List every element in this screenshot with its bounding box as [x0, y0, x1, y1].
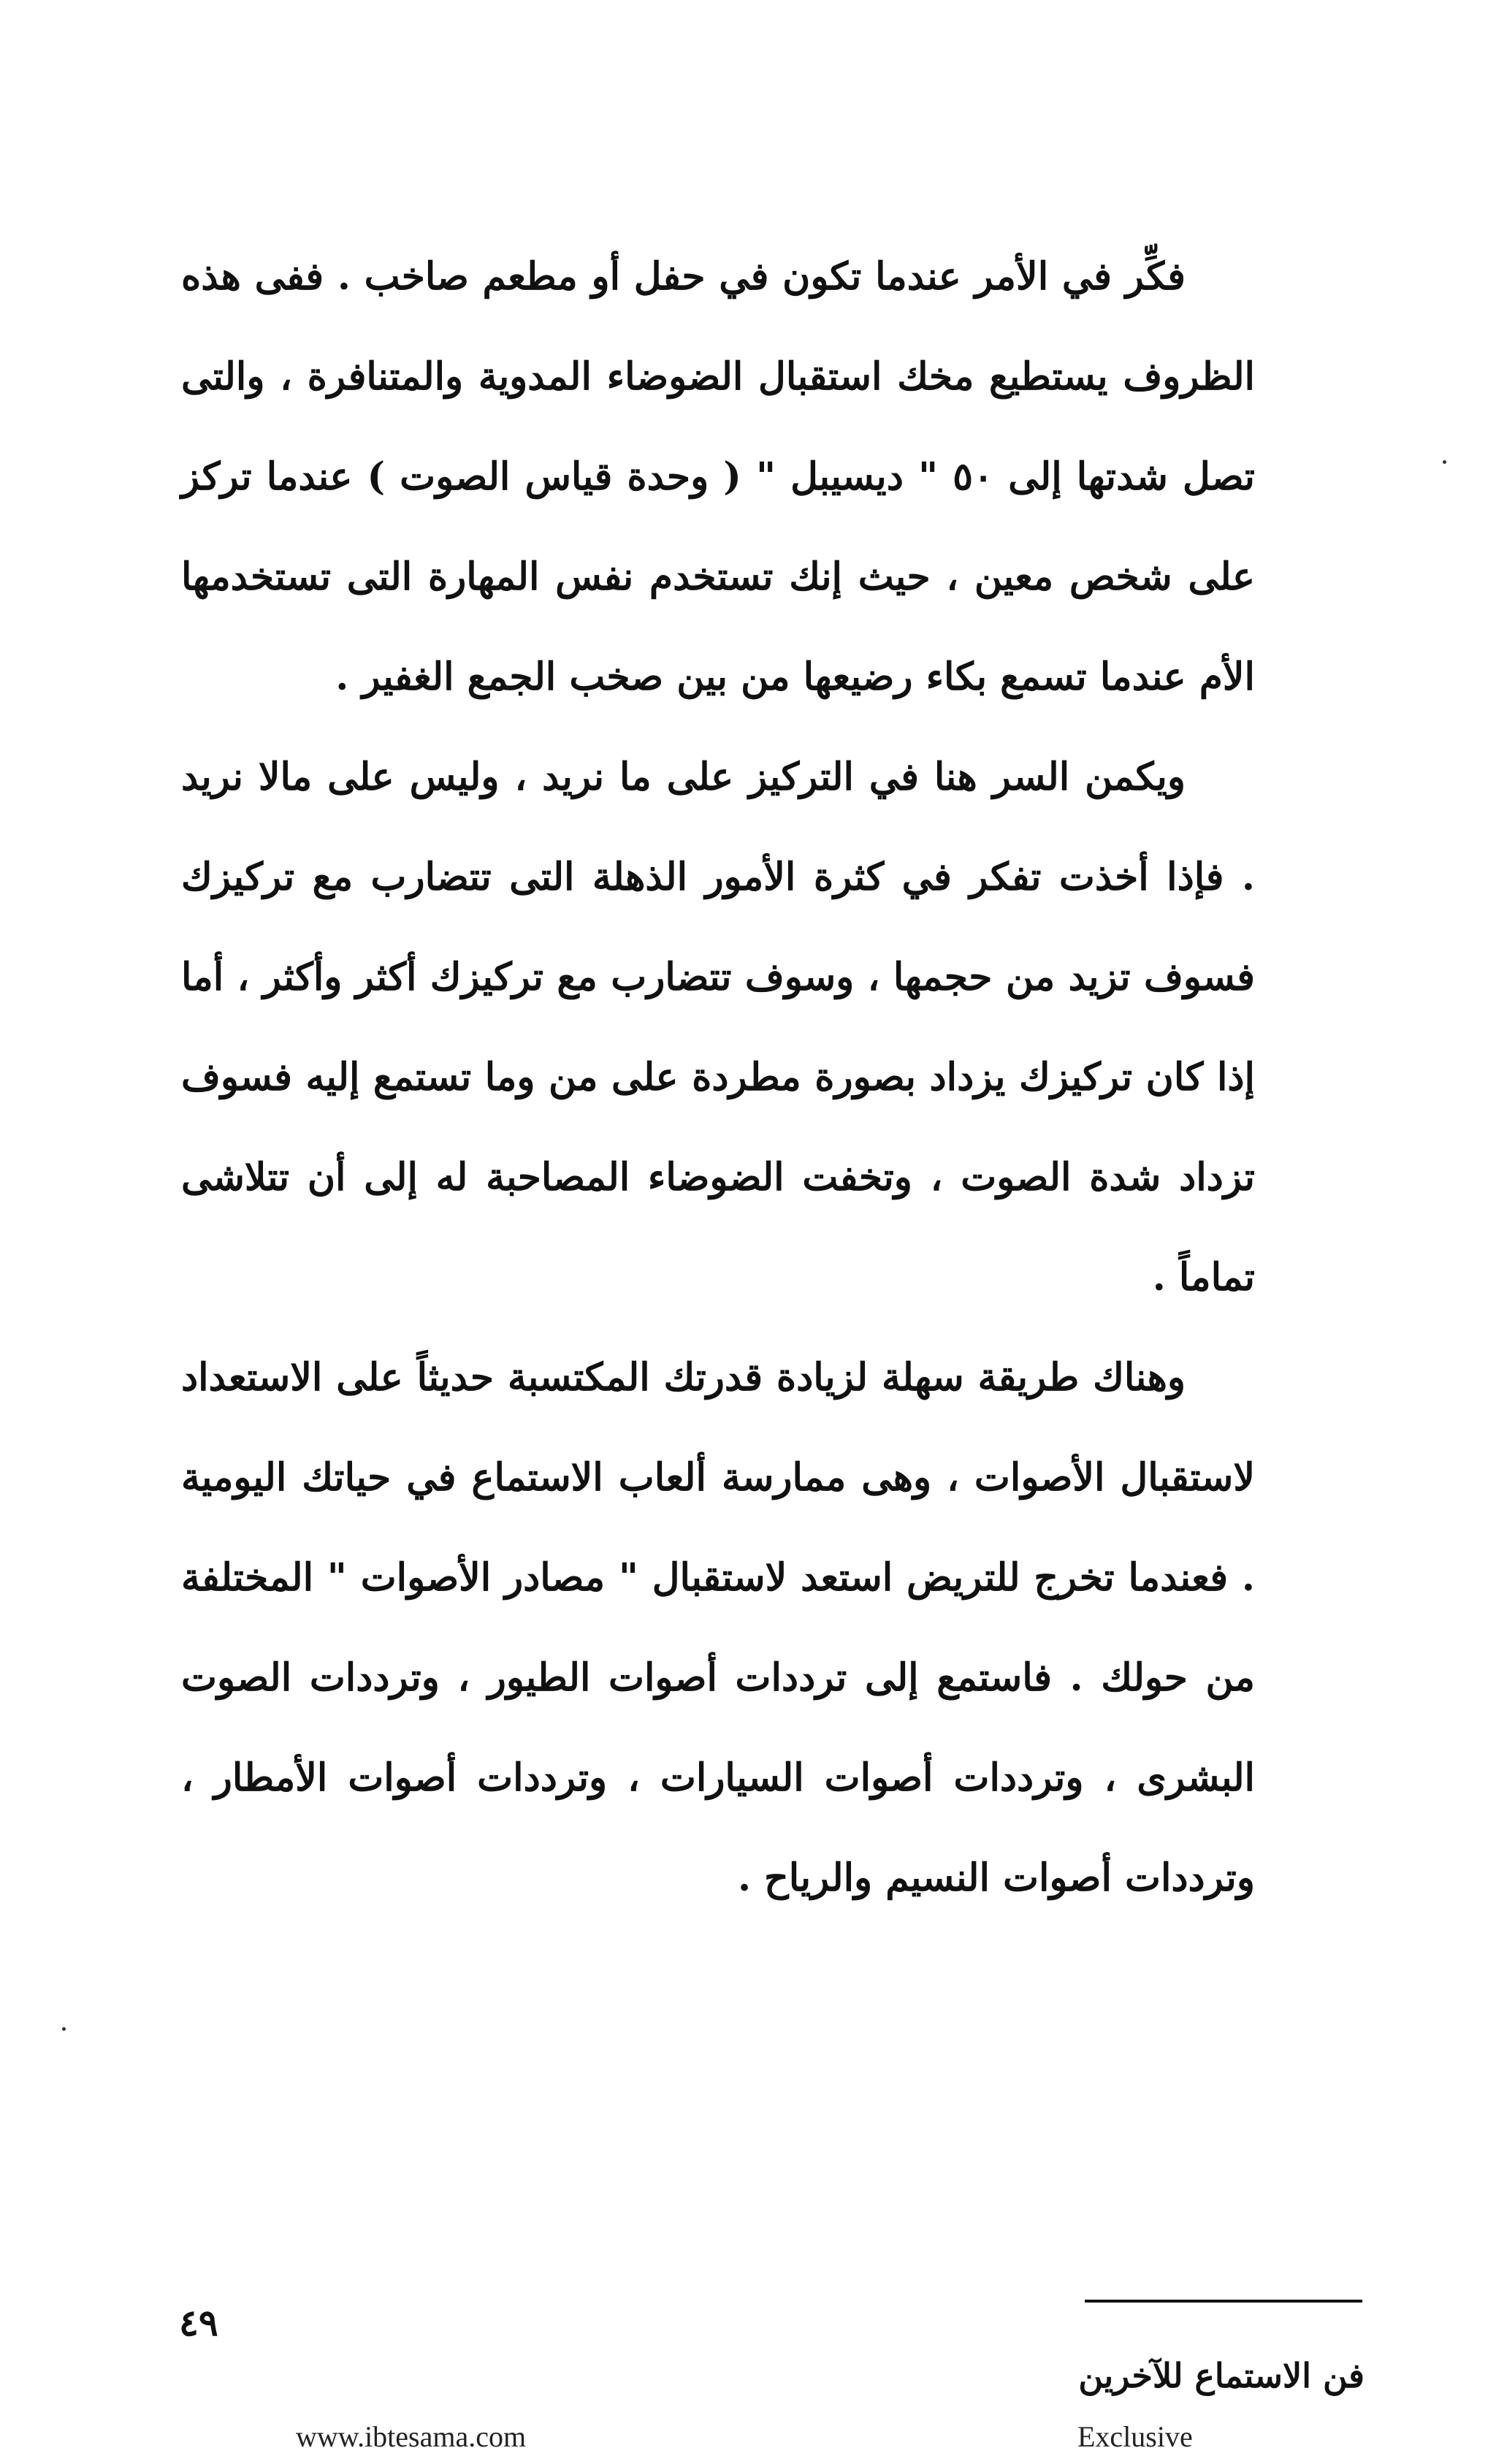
watermark-label: Exclusive [1077, 2420, 1193, 2453]
page-number: ٤٩ [179, 2301, 218, 2344]
scan-speck [1443, 460, 1446, 464]
paragraph-3: وهناك طريقة سهلة لزيادة قدرتك المكتسبة حديثاً على الاستعداد لاستقبال الأصوات ، وهى ممارسة ألعاب الاستماع في حياتك اليومية . فعندما تخرج للتريض استعد لاستقبال " مصادر الأصوات " المختلفة من حولك . فاستمع إلى ترددات أصوات الطيور ، وترددات الصوت البشرى ، وترددات أصوات السيارات ، وترددات أصوات الأمطار ، وترددات أصوات النسيم والرياح . [181, 1355, 1255, 1900]
watermark-url: www.ibtesama.com [296, 2420, 527, 2453]
paragraph-1: فكِّر في الأمر عندما تكون في حفل أو مطعم صاخب . ففى هذه الظروف يستطيع مخك استقبال الضوضاء المدوية والمتنافرة ، والتى تصل شدتها إلى ٥٠ " ديسيبل " ( وحدة قياس الصوت ) عندما تركز على شخص معين ، حيث إنك تستخدم نفس المهارة التى تستخدمها الأم عندما تسمع بكاء رضيعها من بين صخب الجمع الغفير . [181, 254, 1255, 699]
running-footer-title: فن الاستماع للآخرين [1078, 2356, 1365, 2395]
body-text [181, 226, 1255, 1928]
footer-divider [1085, 2300, 1362, 2303]
paragraph-2: ويكمن السر هنا في التركيز على ما نريد ، وليس على مالا نريد . فإذا أخذت تفكر في كثرة الأمور الذهلة التى تتضارب مع تركيزك فسوف تزيد من حجمها ، وسوف تتضارب مع تركيزك أكثر وأكثر ، أما إذا كان تركيزك يزداد بصورة مطردة على من وما تستمع إليه فسوف تزداد شدة الصوت ، وتخفت الضوضاء المصاحبة له إلى أن تتلاشى تماماً . [181, 755, 1255, 1300]
scan-speck [62, 2027, 66, 2031]
